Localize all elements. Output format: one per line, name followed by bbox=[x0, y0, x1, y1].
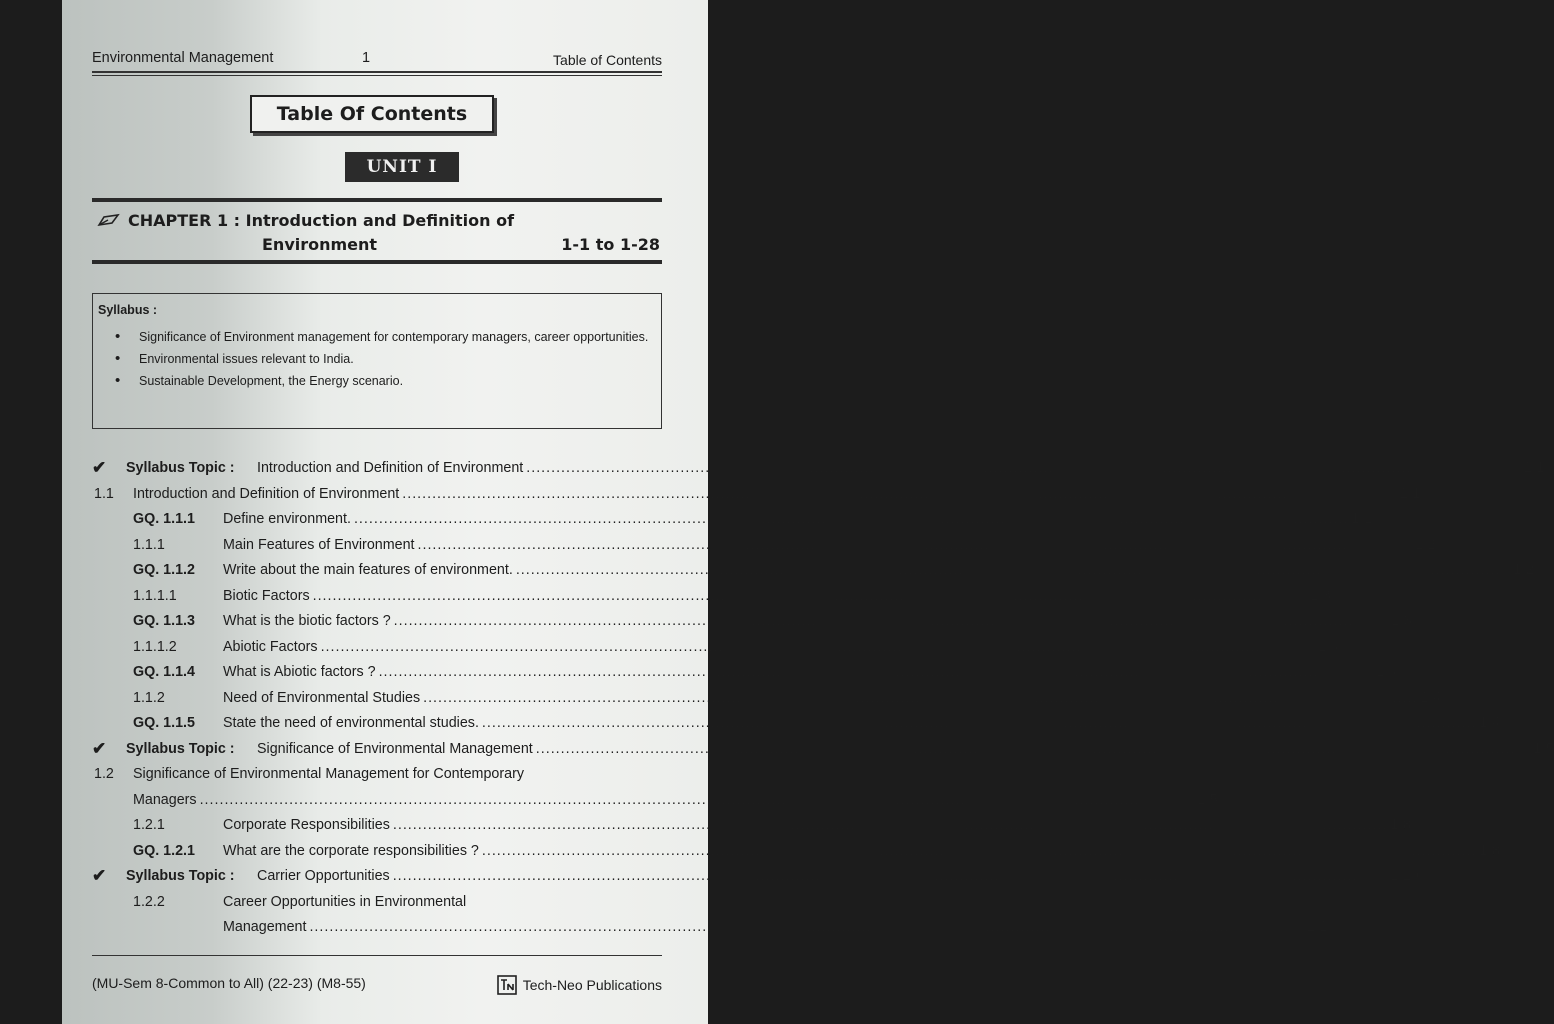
dot-leader: ........................................................................................................................................................................................................ bbox=[392, 868, 1388, 884]
syllabus-box bbox=[92, 293, 662, 429]
dot-leader: ........................................................................................................................................................................................................ bbox=[515, 562, 1511, 578]
chapter-title-line1: CHAPTER 1 : Introduction and Definition of bbox=[128, 211, 515, 230]
question-number: GQ. 1.1.2 bbox=[133, 562, 195, 578]
footer-publisher-name: Tech-Neo Publications bbox=[522, 977, 662, 993]
entry-title: Biotic Factors bbox=[223, 587, 310, 604]
dot-leader: ........................................................................................................................................................................................................ bbox=[353, 511, 1349, 527]
entry-title: Introduction and Definition of Environment bbox=[257, 460, 524, 476]
entry-page: 1-2 bbox=[1414, 536, 1436, 553]
toc-entry[interactable] bbox=[92, 766, 1218, 817]
toc-title: Table Of Contents bbox=[250, 95, 494, 133]
section-number: 1.1.1.1 bbox=[133, 587, 177, 604]
syllabus-topic-label: Syllabus Topic : bbox=[126, 740, 235, 757]
entry-title: Introduction and Definition of Environment bbox=[133, 485, 400, 502]
entry-title: What are the corporate responsibilities ? bbox=[223, 842, 479, 859]
dot-leader: ........................................................................................................................................................................................................ bbox=[378, 664, 1373, 680]
toc-entry[interactable] bbox=[92, 536, 1436, 562]
footer-edition: (MU-Sem 8-Common to All) (22-23) (M8-55) bbox=[92, 975, 366, 991]
entry-page: 1-10 bbox=[1306, 919, 1336, 935]
book-page bbox=[62, 0, 1554, 1024]
dot-leader: ........................................................................................................................................................................................................ bbox=[199, 791, 1195, 808]
toc-entry[interactable] bbox=[92, 587, 1331, 613]
toc-entry[interactable] bbox=[92, 613, 1412, 638]
toc-entry[interactable] bbox=[92, 511, 1373, 536]
entry-title: Main Features of Environment bbox=[223, 536, 415, 553]
syllabus-list bbox=[115, 326, 655, 392]
entry-page: 1-4 bbox=[1318, 638, 1339, 655]
syllabus-topic-label: Syllabus Topic : bbox=[126, 460, 235, 476]
section-number: 1.2 bbox=[94, 766, 114, 782]
chapter-heading bbox=[92, 198, 662, 264]
dot-leader: ........................................................................................................................................................................................................ bbox=[392, 817, 1388, 833]
chapter-title-line2: Environment bbox=[262, 235, 378, 254]
dot-leader: ........................................................................................................................................................................................................ bbox=[526, 460, 1521, 476]
dot-leader: ........................................................................................................................................................................................................ bbox=[481, 842, 1477, 859]
question-number: GQ. 1.2.1 bbox=[133, 842, 195, 859]
entry-page: 1-1 bbox=[1399, 485, 1421, 502]
entry-title: Managers bbox=[133, 791, 197, 808]
dot-leader: ........................................................................................................................................................................................................ bbox=[320, 638, 1315, 655]
entry-title: Management bbox=[223, 919, 307, 935]
entry-page: 1-1 bbox=[1523, 460, 1545, 476]
dot-leader: ........................................................................................................................................................................................................ bbox=[481, 715, 1477, 731]
dot-leader: ........................................................................................................................................................................................................ bbox=[402, 485, 1397, 502]
header-page-number: 1 bbox=[362, 50, 371, 66]
entry-title: Career Opportunities in Environmental bbox=[223, 893, 467, 910]
syllabus-heading: Syllabus : bbox=[98, 303, 158, 317]
check-icon: ✔ bbox=[92, 866, 107, 885]
syllabus-item: • Environmental issues relevant to India. bbox=[115, 348, 655, 370]
entry-page: 1-5 bbox=[1533, 740, 1554, 757]
question-number: GQ. 1.1.4 bbox=[133, 664, 195, 680]
chapter-page-range: 1-1 to 1-28 bbox=[561, 235, 660, 254]
running-header bbox=[92, 50, 662, 70]
section-number: 1.1.1.2 bbox=[133, 638, 177, 655]
entry-title: Write about the main features of environment. bbox=[223, 562, 513, 578]
dot-leader: ........................................................................................................................................................................................................ bbox=[417, 536, 1412, 553]
toc-entry[interactable] bbox=[92, 638, 1339, 664]
dot-leader: ........................................................................................................................................................................................................ bbox=[393, 613, 1389, 629]
page-content bbox=[92, 0, 1554, 1024]
dot-leader: ........................................................................................................................................................................................................ bbox=[535, 740, 1531, 757]
tech-neo-logo-icon bbox=[497, 975, 517, 995]
toc-entry[interactable] bbox=[92, 664, 1397, 689]
entry-title: Need of Environmental Studies bbox=[223, 689, 421, 706]
entry-page: 1-8 bbox=[1390, 817, 1411, 833]
entry-page: 1-4 bbox=[1376, 664, 1397, 680]
entry-title: Significance of Environmental Management for Contemporary bbox=[133, 766, 524, 782]
entry-page: 1-3 bbox=[1310, 587, 1331, 604]
toc-entry[interactable] bbox=[92, 715, 1501, 740]
entry-title: Carrier Opportunities bbox=[257, 868, 390, 884]
syllabus-topic-label: Syllabus Topic : bbox=[126, 868, 235, 884]
pen-icon bbox=[98, 213, 120, 227]
toc-entry[interactable] bbox=[92, 689, 1442, 715]
footer-rule bbox=[92, 955, 662, 956]
syllabus-topic-entry[interactable] bbox=[92, 738, 1554, 766]
section-number: 1.1.2 bbox=[133, 689, 165, 706]
entry-title: Corporate Responsibilities bbox=[223, 817, 390, 833]
dot-leader: ........................................................................................................................................................................................................ bbox=[423, 689, 1418, 706]
check-icon: ✔ bbox=[92, 458, 107, 477]
entry-title: What is Abiotic factors ? bbox=[223, 664, 376, 680]
check-icon: ✔ bbox=[92, 738, 107, 758]
entry-page: 1-1 bbox=[1351, 511, 1373, 527]
toc-entry[interactable] bbox=[92, 817, 1411, 842]
toc-entry[interactable] bbox=[92, 893, 1336, 945]
syllabus-topic-entry[interactable] bbox=[92, 866, 1419, 893]
syllabus-topic-entry[interactable] bbox=[92, 458, 1545, 485]
section-number: 1.2.2 bbox=[133, 893, 165, 910]
section-number: 1.1.1 bbox=[133, 536, 165, 553]
header-rule bbox=[92, 71, 662, 76]
question-number: GQ. 1.1.5 bbox=[133, 715, 195, 731]
entry-page: 1-8 bbox=[1479, 842, 1500, 859]
entry-page: 1-10 bbox=[1390, 868, 1419, 884]
entry-title: What is the biotic factors ? bbox=[223, 613, 391, 629]
entry-page: 1-4 bbox=[1479, 715, 1501, 731]
dot-leader: ........................................................................................................................................................................................................ bbox=[309, 919, 1304, 935]
toc-entry[interactable] bbox=[92, 842, 1500, 868]
toc-entry[interactable] bbox=[92, 562, 1534, 587]
header-section: Table of Contents bbox=[553, 52, 662, 68]
syllabus-item: • Sustainable Development, the Energy scenario. bbox=[115, 370, 655, 392]
entry-page: 1-2 bbox=[1513, 562, 1534, 578]
question-number: GQ. 1.1.3 bbox=[133, 613, 195, 629]
entry-title: Define environment. bbox=[223, 511, 351, 527]
toc-entry[interactable] bbox=[92, 485, 1421, 511]
entry-page: 1-5 bbox=[1197, 791, 1218, 808]
entry-page: 1-4 bbox=[1420, 689, 1442, 706]
footer-publisher bbox=[497, 975, 662, 995]
section-number: 1.2.1 bbox=[133, 817, 165, 833]
entry-title: Significance of Environmental Management bbox=[257, 740, 533, 757]
question-number: GQ. 1.1.1 bbox=[133, 511, 195, 527]
entry-page: 1-3 bbox=[1391, 613, 1412, 629]
entry-title: Abiotic Factors bbox=[223, 638, 318, 655]
header-book-title: Environmental Management bbox=[92, 50, 274, 66]
entry-title: State the need of environmental studies. bbox=[223, 715, 479, 731]
syllabus-item: • Significance of Environment management for contemporary managers, career opportunities. bbox=[115, 326, 655, 348]
dot-leader: ........................................................................................................................................................................................................ bbox=[312, 587, 1308, 604]
section-number: 1.1 bbox=[94, 485, 114, 502]
unit-badge: UNIT I bbox=[345, 152, 459, 182]
